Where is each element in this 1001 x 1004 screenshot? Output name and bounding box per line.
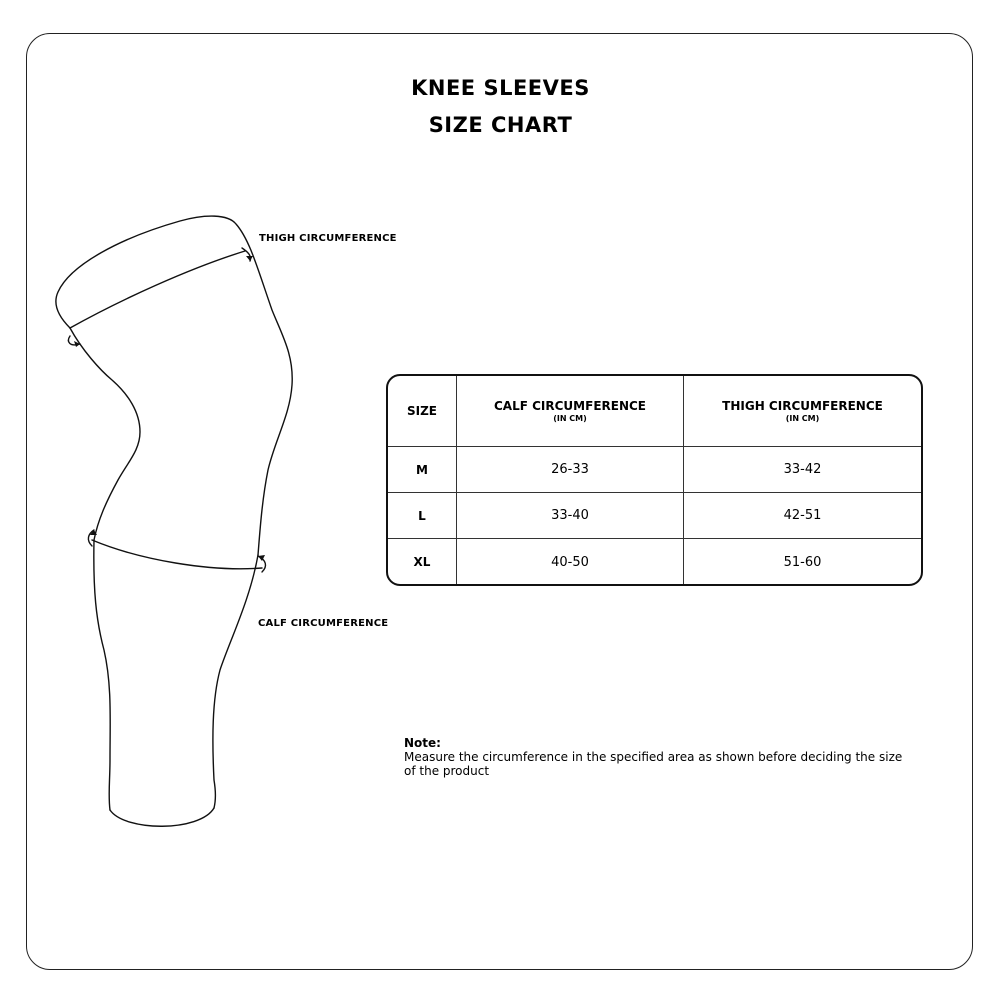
table-row (388, 493, 921, 539)
sleeve-outline-lower-right (213, 555, 258, 808)
thigh-arrowhead-right (246, 256, 253, 261)
thigh-cell: 51-60 (783, 554, 822, 570)
header-thigh-label: THIGH CIRCUMFERENCE (722, 399, 883, 413)
note-title: Note: (404, 736, 441, 750)
size-cell: L (418, 508, 426, 523)
size-table (386, 374, 923, 586)
calf-cell: 26-33 (551, 462, 589, 477)
thigh-cell: 42-51 (783, 508, 822, 523)
header-calf-label: CALF CIRCUMFERENCE (494, 399, 646, 413)
calf-cell: 40-50 (551, 554, 589, 570)
sleeve-bottom-hem (110, 808, 214, 826)
table-header-row (388, 376, 921, 447)
size-cell: XL (413, 555, 431, 569)
thigh-cell: 33-42 (783, 462, 822, 477)
page-subtitle: SIZE CHART (428, 113, 573, 137)
calf-cell: 33-40 (551, 508, 589, 523)
sleeve-outline-upper (56, 216, 292, 555)
size-cell: M (416, 462, 428, 477)
header-size (388, 376, 457, 446)
knee-left-contour (70, 328, 140, 540)
header-thigh-unit: (IN CM) (785, 414, 820, 423)
note-block (404, 736, 904, 778)
header-calf (457, 376, 684, 446)
note-text: Measure the circumference in the specified area as shown before deciding the size of the product (404, 750, 903, 778)
calf-band-line (92, 540, 262, 569)
thigh-band-line (70, 251, 245, 328)
table-row (388, 539, 921, 585)
thigh-circumference-label: THIGH CIRCUMFERENCE (259, 233, 397, 244)
table-row (388, 447, 921, 493)
calf-circumference-label: CALF CIRCUMFERENCE (258, 618, 389, 629)
header-thigh (684, 376, 921, 446)
sleeve-outline-lower-left (94, 540, 110, 810)
header-size-label: SIZE (406, 404, 437, 418)
header-calf-unit: (IN CM) (553, 414, 587, 423)
page-title: KNEE SLEEVES (411, 76, 590, 100)
